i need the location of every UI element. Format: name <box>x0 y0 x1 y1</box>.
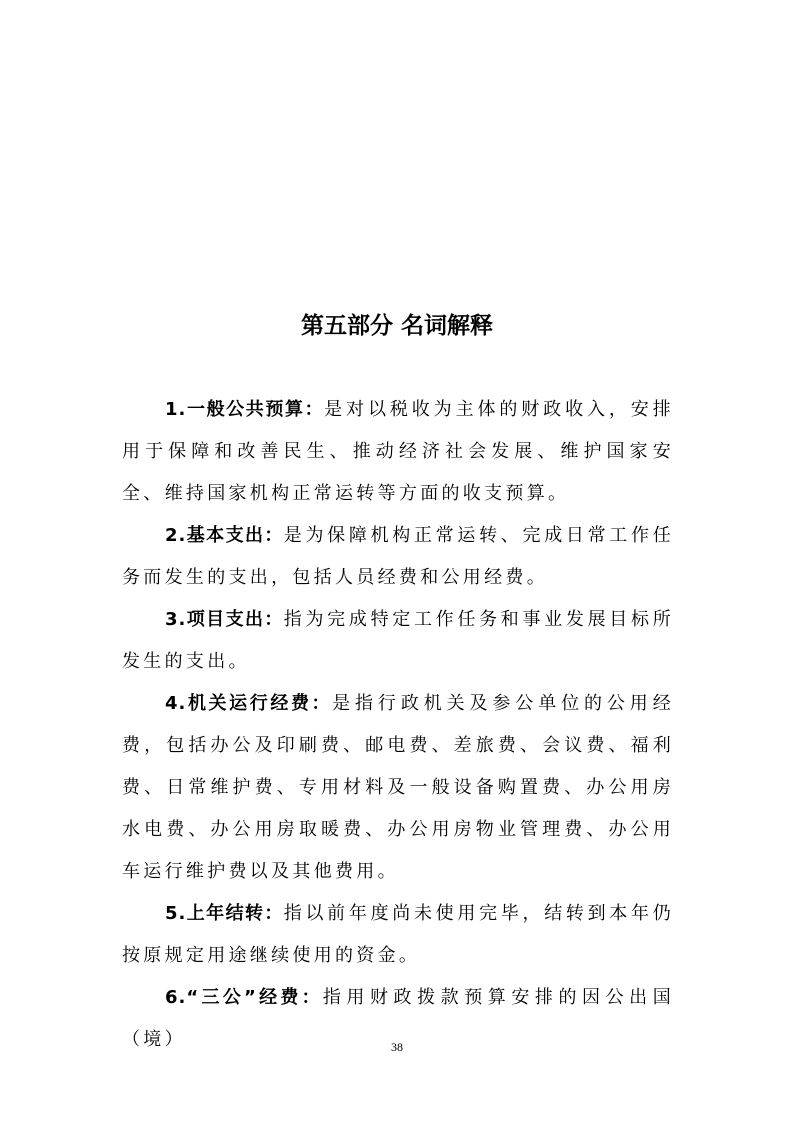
paragraph-basic-expenditure <box>122 515 674 599</box>
page-number: 38 <box>391 1040 403 1054</box>
term-operating-expenses: 4.机关运行经费： <box>165 693 333 714</box>
definition-carryover: 指以前年度尚未使用完毕，结转到本年仍按原规定用途继续使用的资金。 <box>122 903 674 966</box>
term-general-public-budget: 1.一般公共预算： <box>165 399 325 420</box>
term-carryover: 5.上年结转： <box>165 903 284 924</box>
paragraph-operating-expenses <box>122 683 674 893</box>
paragraph-general-public-budget <box>122 389 674 515</box>
page-title: 第五部分 名词解释 <box>300 313 493 339</box>
definition-general-public-budget: 是对以税收为主体的财政收入，安排用于保障和改善民生、推动经济社会发展、维护国家安全、维持国家机构正常运转等方面的收支预算。 <box>122 399 674 504</box>
definition-basic-expenditure: 是为保障机构正常运转、完成日常工作任务而发生的支出，包括人员经费和公用经费。 <box>122 525 674 588</box>
paragraph-project-expenditure <box>122 599 674 683</box>
definition-operating-expenses: 是指行政机关及参公单位的公用经费，包括办公及印刷费、邮电费、差旅费、会议费、福利费、日常维护费、专用材料及一般设备购置费、办公用房水电费、办公用房取暖费、办公用房物业管理费、办公用车运行维护费以及其他费用。 <box>122 693 674 882</box>
term-basic-expenditure: 2.基本支出： <box>165 525 284 546</box>
definition-project-expenditure: 指为完成特定工作任务和事业发展目标所发生的支出。 <box>122 609 674 672</box>
paragraph-carryover <box>122 893 674 977</box>
definition-three-public-expenses: 指用财政拨款预算安排的因公出国（境） <box>122 987 675 1050</box>
term-project-expenditure: 3.项目支出： <box>165 609 284 630</box>
term-three-public-expenses: 6.“三公”经费： <box>165 987 323 1008</box>
document-body <box>122 389 674 1061</box>
